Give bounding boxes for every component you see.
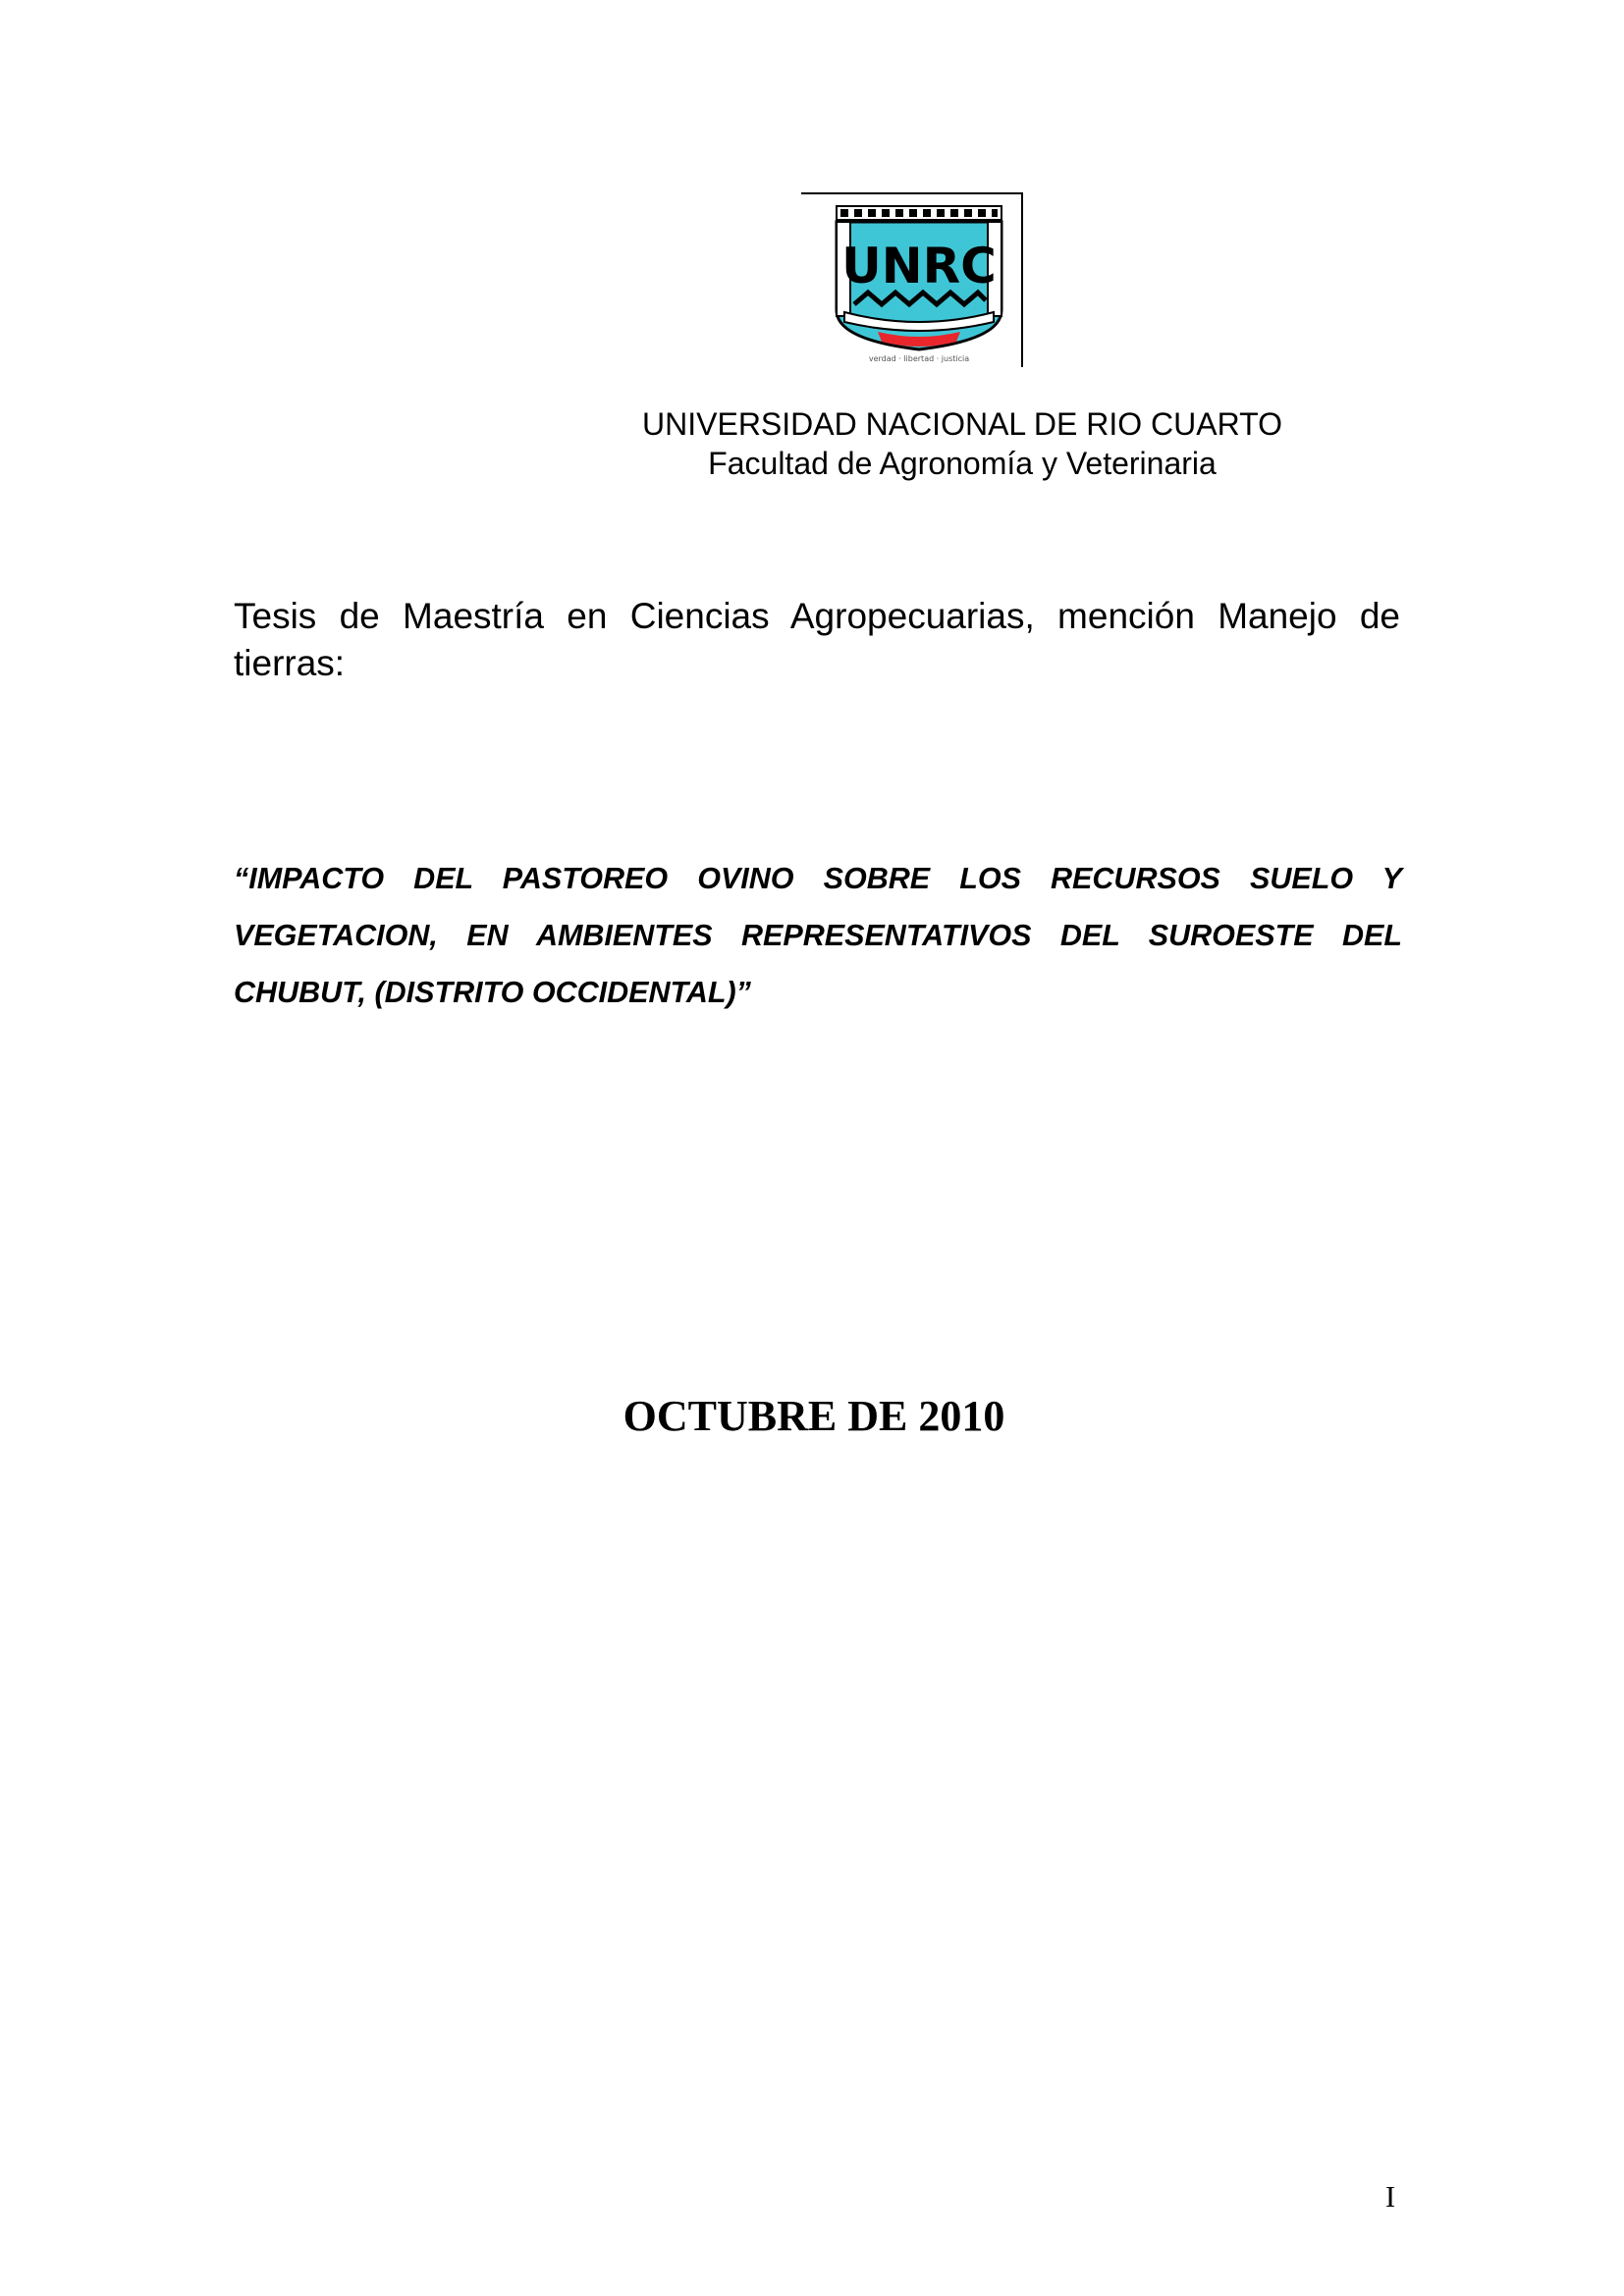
university-logo bbox=[801, 192, 1023, 367]
page-number: I bbox=[1384, 2179, 1396, 2214]
thesis-title: “IMPACTO DEL PASTOREO OVINO SOBRE LOS RECURSOS SUELO Y VEGETACION, EN AMBIENTES REPRESENTATIVOS DEL SUROESTE DEL CHUBUT, (DISTRITO OCCIDENTAL)” bbox=[234, 862, 1402, 1009]
faculty-name: Facultad de Agronomía y Veterinaria bbox=[708, 446, 1217, 481]
university-name: UNIVERSIDAD NACIONAL DE RIO CUARTO bbox=[642, 406, 1282, 442]
svg-text:UNRC: UNRC bbox=[841, 238, 997, 294]
unrc-logo-icon bbox=[831, 202, 1007, 365]
svg-text:verdad · libertad · justicia: verdad · libertad · justicia bbox=[868, 354, 970, 363]
thesis-type: Tesis de Maestría en Ciencias Agropecuarias, mención Manejo de tierras: bbox=[234, 596, 1400, 683]
institution-block bbox=[471, 404, 1453, 483]
thesis-date: OCTUBRE DE 2010 bbox=[623, 1392, 1005, 1440]
